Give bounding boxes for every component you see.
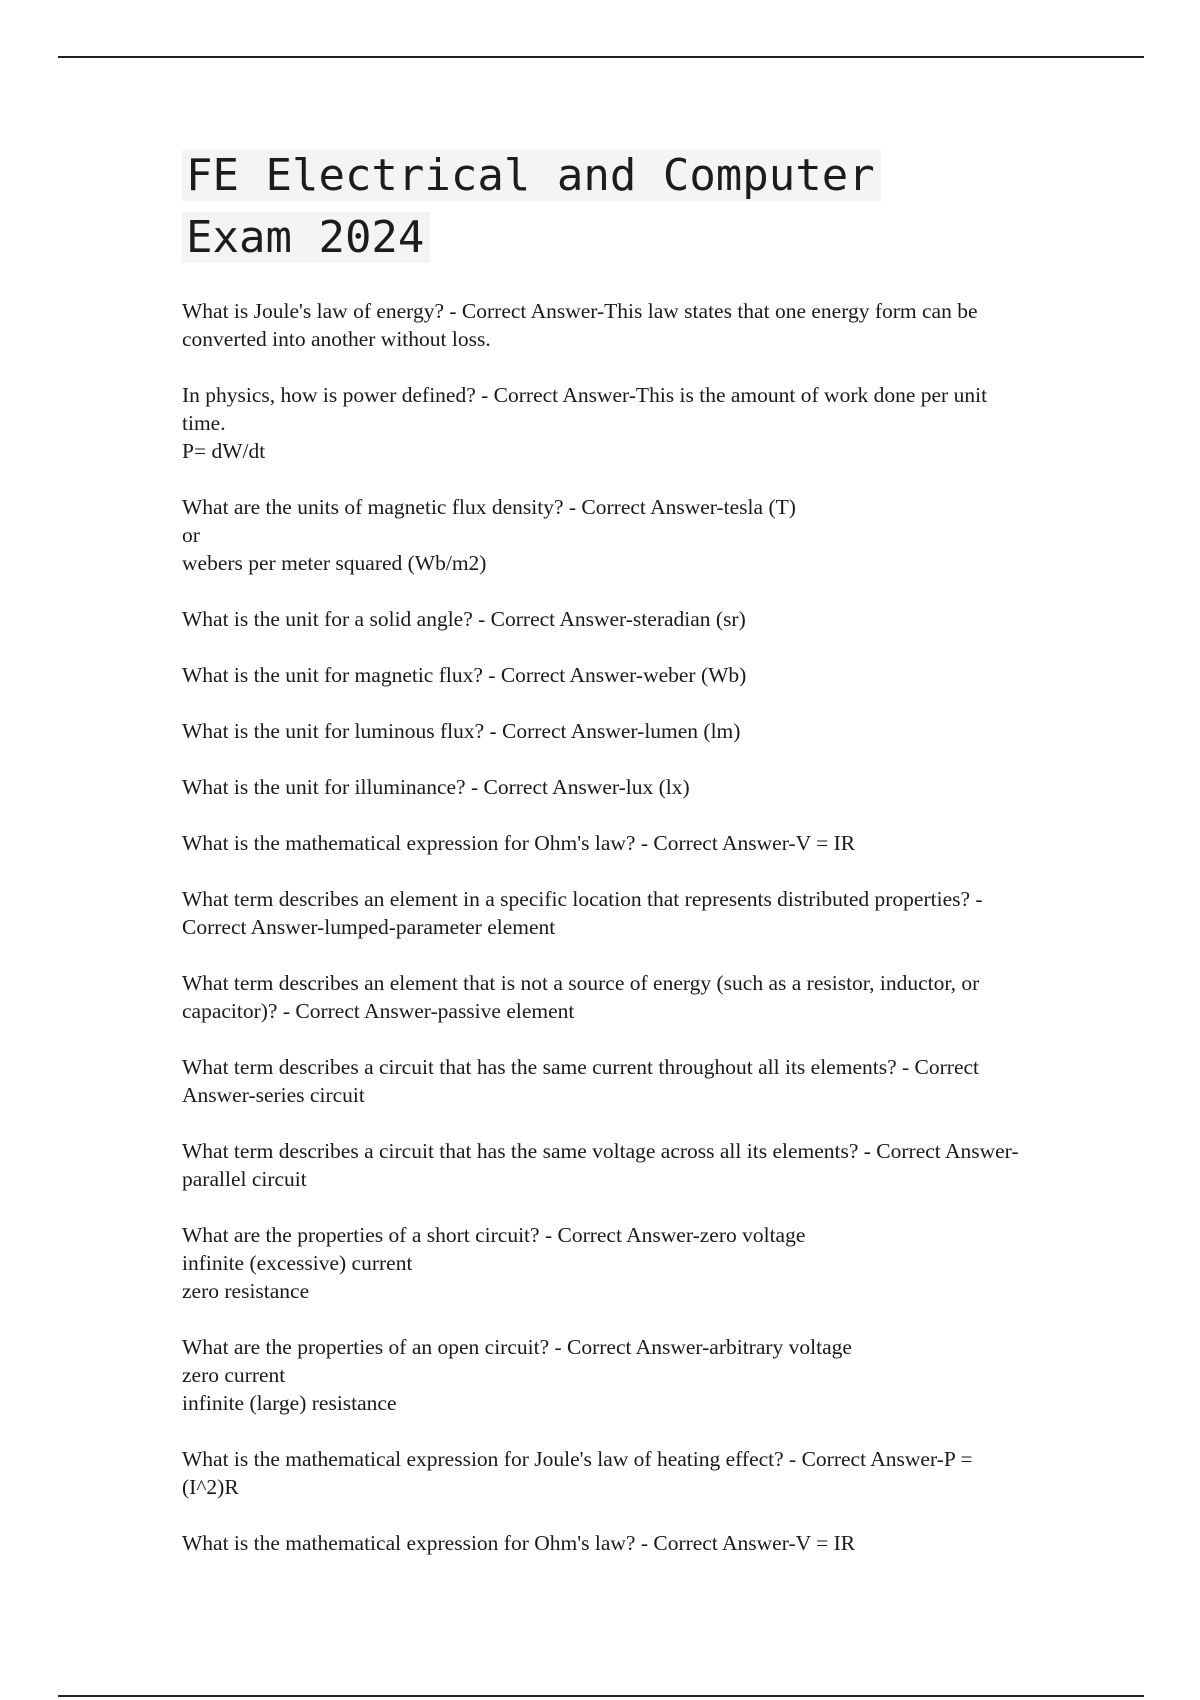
qa-item: What term describes a circuit that has the same voltage across all its elements? - Correct Answer-parallel circuit <box>182 1139 1019 1191</box>
qa-item: What is the unit for a solid angle? - Correct Answer-steradian (sr) <box>182 607 746 631</box>
qa-item: What term describes a circuit that has the same current throughout all its elements? - Correct Answer-series circuit <box>182 1055 980 1107</box>
qa-item: What are the properties of an open circuit? - Correct Answer-arbitrary voltage zero current infinite (large) resistance <box>182 1335 852 1415</box>
document-title <box>182 145 1002 269</box>
qa-list <box>182 297 1032 1585</box>
qa-item: What are the units of magnetic flux density? - Correct Answer-tesla (T) or webers per meter squared (Wb/m2) <box>182 495 796 575</box>
document-title-text: FE Electrical and Computer Exam 2024 <box>182 150 881 263</box>
qa-item: What is the mathematical expression for Joule's law of heating effect? - Correct Answer-P = (I^2)R <box>182 1447 973 1499</box>
qa-item: In physics, how is power defined? - Correct Answer-This is the amount of work done per unit time. P= dW/dt <box>182 383 988 463</box>
qa-item: What term describes an element that is not a source of energy (such as a resistor, inductor, or capacitor)? - Correct Answer-passive element <box>182 971 980 1023</box>
qa-item: What are the properties of a short circuit? - Correct Answer-zero voltage infinite (excessive) current zero resistance <box>182 1223 806 1303</box>
qa-item: What is the unit for luminous flux? - Correct Answer-lumen (lm) <box>182 719 741 743</box>
qa-item: What is the mathematical expression for Ohm's law? - Correct Answer-V = IR <box>182 1531 856 1555</box>
qa-item: What is Joule's law of energy? - Correct Answer-This law states that one energy form can be converted into another without loss. <box>182 299 978 351</box>
qa-item: What term describes an element in a specific location that represents distributed properties? - Correct Answer-lumped-parameter element <box>182 887 983 939</box>
top-divider <box>58 56 1144 58</box>
bottom-divider <box>58 1695 1144 1697</box>
qa-item: What is the unit for illuminance? - Correct Answer-lux (lx) <box>182 775 690 799</box>
qa-item: What is the mathematical expression for Ohm's law? - Correct Answer-V = IR <box>182 831 856 855</box>
qa-item: What is the unit for magnetic flux? - Correct Answer-weber (Wb) <box>182 663 747 687</box>
